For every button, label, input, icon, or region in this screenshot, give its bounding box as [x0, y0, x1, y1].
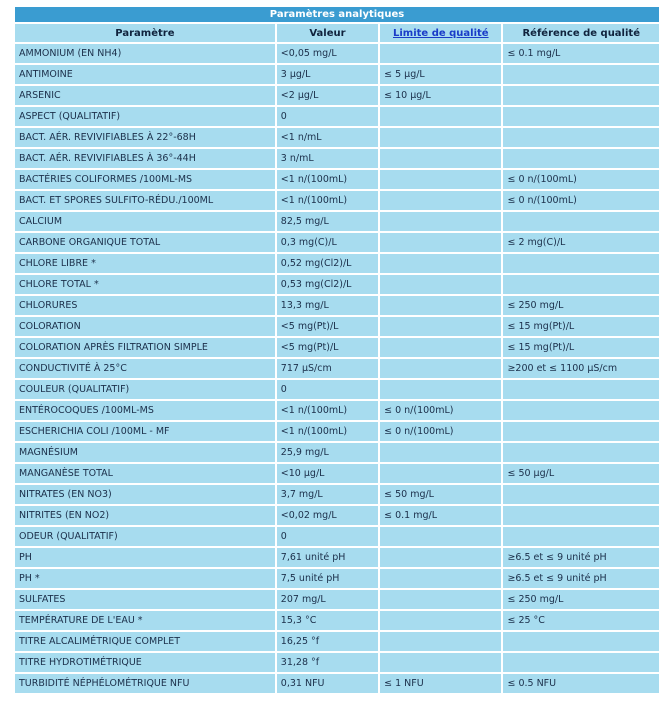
cell-limite: [380, 632, 501, 651]
cell-parametre: PH *: [15, 569, 275, 588]
cell-limite: ≤ 1 NFU: [380, 674, 501, 693]
cell-valeur: 207 mg/L: [277, 590, 378, 609]
cell-parametre: TURBIDITÉ NÉPHÉLOMÉTRIQUE NFU: [15, 674, 275, 693]
cell-limite: [380, 380, 501, 399]
cell-limite: [380, 254, 501, 273]
cell-parametre: AMMONIUM (EN NH4): [15, 44, 275, 63]
cell-limite: [380, 464, 501, 483]
cell-limite: ≤ 0 n/(100mL): [380, 422, 501, 441]
cell-limite: [380, 44, 501, 63]
cell-valeur: 0: [277, 380, 378, 399]
table-row: [15, 44, 659, 63]
table-row: [15, 485, 659, 504]
cell-parametre: COULEUR (QUALITATIF): [15, 380, 275, 399]
cell-limite: [380, 653, 501, 672]
cell-valeur: 717 µS/cm: [277, 359, 378, 378]
cell-parametre: MAGNÉSIUM: [15, 443, 275, 462]
cell-reference: [503, 485, 659, 504]
column-header-reference: Référence de qualité: [503, 24, 659, 42]
cell-valeur: 0,53 mg(Cl2)/L: [277, 275, 378, 294]
cell-reference: [503, 401, 659, 420]
cell-valeur: 13,3 mg/L: [277, 296, 378, 315]
table-row: [15, 569, 659, 588]
cell-limite: [380, 443, 501, 462]
cell-reference: ≤ 15 mg(Pt)/L: [503, 338, 659, 357]
cell-limite: [380, 275, 501, 294]
cell-reference: [503, 422, 659, 441]
cell-parametre: TEMPÉRATURE DE L'EAU *: [15, 611, 275, 630]
limite-de-qualite-link[interactable]: Limite de qualité: [393, 27, 489, 39]
table-header-row: [15, 24, 659, 42]
cell-reference: ≤ 50 µg/L: [503, 464, 659, 483]
cell-parametre: COLORATION APRÈS FILTRATION SIMPLE: [15, 338, 275, 357]
cell-limite: [380, 590, 501, 609]
analysis-results-panel: [13, 5, 661, 695]
cell-valeur: <1 n/(100mL): [277, 170, 378, 189]
cell-parametre: NITRATES (EN NO3): [15, 485, 275, 504]
parameters-table: [13, 5, 661, 695]
cell-valeur: 31,28 °f: [277, 653, 378, 672]
table-row: [15, 233, 659, 252]
cell-valeur: <2 µg/L: [277, 86, 378, 105]
table-row: [15, 590, 659, 609]
cell-limite: [380, 338, 501, 357]
cell-valeur: 3 n/mL: [277, 149, 378, 168]
cell-limite: [380, 569, 501, 588]
cell-valeur: <1 n/(100mL): [277, 422, 378, 441]
cell-limite: [380, 359, 501, 378]
table-row: [15, 422, 659, 441]
cell-reference: ≥6.5 et ≤ 9 unité pH: [503, 569, 659, 588]
cell-limite: ≤ 50 mg/L: [380, 485, 501, 504]
cell-valeur: 16,25 °f: [277, 632, 378, 651]
cell-reference: [503, 632, 659, 651]
table-row: [15, 548, 659, 567]
cell-parametre: TITRE ALCALIMÉTRIQUE COMPLET: [15, 632, 275, 651]
table-row: [15, 359, 659, 378]
cell-limite: [380, 191, 501, 210]
cell-reference: [503, 653, 659, 672]
table-title-row: [15, 7, 659, 22]
cell-valeur: <5 mg(Pt)/L: [277, 338, 378, 357]
table-row: [15, 527, 659, 546]
cell-parametre: ASPECT (QUALITATIF): [15, 107, 275, 126]
cell-valeur: <0,05 mg/L: [277, 44, 378, 63]
table-row: [15, 170, 659, 189]
table-row: [15, 464, 659, 483]
cell-limite: [380, 317, 501, 336]
cell-reference: ≥6.5 et ≤ 9 unité pH: [503, 548, 659, 567]
column-header-limite: [380, 24, 501, 42]
cell-valeur: 25,9 mg/L: [277, 443, 378, 462]
cell-parametre: BACTÉRIES COLIFORMES /100ML-MS: [15, 170, 275, 189]
cell-reference: [503, 212, 659, 231]
cell-parametre: CONDUCTIVITÉ À 25°C: [15, 359, 275, 378]
cell-reference: [503, 149, 659, 168]
table-row: [15, 254, 659, 273]
cell-parametre: CALCIUM: [15, 212, 275, 231]
cell-parametre: MANGANÈSE TOTAL: [15, 464, 275, 483]
cell-valeur: <1 n/(100mL): [277, 191, 378, 210]
cell-valeur: 15,3 °C: [277, 611, 378, 630]
cell-limite: [380, 128, 501, 147]
table-row: [15, 632, 659, 651]
table-row: [15, 338, 659, 357]
cell-limite: ≤ 10 µg/L: [380, 86, 501, 105]
cell-reference: ≤ 0.1 mg/L: [503, 44, 659, 63]
cell-parametre: CARBONE ORGANIQUE TOTAL: [15, 233, 275, 252]
cell-limite: ≤ 5 µg/L: [380, 65, 501, 84]
cell-parametre: ESCHERICHIA COLI /100ML - MF: [15, 422, 275, 441]
table-body: [15, 44, 659, 693]
cell-parametre: COLORATION: [15, 317, 275, 336]
cell-reference: [503, 527, 659, 546]
cell-limite: [380, 611, 501, 630]
cell-reference: [503, 506, 659, 525]
cell-valeur: 82,5 mg/L: [277, 212, 378, 231]
cell-limite: [380, 212, 501, 231]
cell-reference: ≤ 2 mg(C)/L: [503, 233, 659, 252]
cell-limite: ≤ 0 n/(100mL): [380, 401, 501, 420]
table-row: [15, 65, 659, 84]
table-title: Paramètres analytiques: [15, 7, 659, 22]
cell-valeur: 0,52 mg(Cl2)/L: [277, 254, 378, 273]
cell-reference: [503, 443, 659, 462]
table-row: [15, 128, 659, 147]
cell-parametre: ODEUR (QUALITATIF): [15, 527, 275, 546]
column-header-parametre: Paramètre: [15, 24, 275, 42]
cell-parametre: SULFATES: [15, 590, 275, 609]
cell-limite: [380, 107, 501, 126]
cell-parametre: PH: [15, 548, 275, 567]
cell-parametre: ANTIMOINE: [15, 65, 275, 84]
cell-reference: [503, 86, 659, 105]
cell-valeur: 0: [277, 527, 378, 546]
table-row: [15, 506, 659, 525]
cell-reference: [503, 128, 659, 147]
cell-valeur: 3 µg/L: [277, 65, 378, 84]
cell-reference: ≤ 15 mg(Pt)/L: [503, 317, 659, 336]
cell-reference: ≤ 25 °C: [503, 611, 659, 630]
cell-parametre: BACT. AÉR. REVIVIFIABLES À 36°-44H: [15, 149, 275, 168]
cell-limite: [380, 296, 501, 315]
table-row: [15, 317, 659, 336]
table-row: [15, 212, 659, 231]
cell-limite: [380, 149, 501, 168]
cell-valeur: <10 µg/L: [277, 464, 378, 483]
cell-valeur: <1 n/(100mL): [277, 401, 378, 420]
cell-limite: [380, 548, 501, 567]
table-row: [15, 191, 659, 210]
table-row: [15, 149, 659, 168]
table-row: [15, 401, 659, 420]
table-row: [15, 86, 659, 105]
cell-limite: ≤ 0.1 mg/L: [380, 506, 501, 525]
table-row: [15, 611, 659, 630]
cell-reference: ≤ 0 n/(100mL): [503, 191, 659, 210]
cell-parametre: TITRE HYDROTIMÉTRIQUE: [15, 653, 275, 672]
cell-valeur: <1 n/mL: [277, 128, 378, 147]
cell-valeur: 7,5 unité pH: [277, 569, 378, 588]
column-header-valeur: Valeur: [277, 24, 378, 42]
cell-parametre: NITRITES (EN NO2): [15, 506, 275, 525]
cell-parametre: ARSENIC: [15, 86, 275, 105]
table-row: [15, 107, 659, 126]
cell-valeur: 0,31 NFU: [277, 674, 378, 693]
cell-reference: ≤ 250 mg/L: [503, 296, 659, 315]
cell-parametre: CHLORE LIBRE *: [15, 254, 275, 273]
cell-limite: [380, 170, 501, 189]
table-row: [15, 296, 659, 315]
cell-parametre: CHLORURES: [15, 296, 275, 315]
table-row: [15, 380, 659, 399]
cell-valeur: 7,61 unité pH: [277, 548, 378, 567]
cell-valeur: 0: [277, 107, 378, 126]
cell-reference: [503, 380, 659, 399]
cell-reference: [503, 275, 659, 294]
cell-parametre: BACT. AÉR. REVIVIFIABLES À 22°-68H: [15, 128, 275, 147]
table-row: [15, 443, 659, 462]
cell-reference: ≤ 250 mg/L: [503, 590, 659, 609]
cell-valeur: 3,7 mg/L: [277, 485, 378, 504]
cell-parametre: CHLORE TOTAL *: [15, 275, 275, 294]
table-row: [15, 275, 659, 294]
cell-valeur: 0,3 mg(C)/L: [277, 233, 378, 252]
table-row: [15, 674, 659, 693]
cell-reference: ≥200 et ≤ 1100 µS/cm: [503, 359, 659, 378]
cell-reference: ≤ 0 n/(100mL): [503, 170, 659, 189]
cell-parametre: BACT. ET SPORES SULFITO-RÉDU./100ML: [15, 191, 275, 210]
cell-limite: [380, 233, 501, 252]
cell-reference: [503, 107, 659, 126]
cell-valeur: <0,02 mg/L: [277, 506, 378, 525]
cell-parametre: ENTÉROCOQUES /100ML-MS: [15, 401, 275, 420]
cell-reference: [503, 65, 659, 84]
cell-reference: [503, 254, 659, 273]
cell-reference: ≤ 0.5 NFU: [503, 674, 659, 693]
cell-valeur: <5 mg(Pt)/L: [277, 317, 378, 336]
table-row: [15, 653, 659, 672]
cell-limite: [380, 527, 501, 546]
